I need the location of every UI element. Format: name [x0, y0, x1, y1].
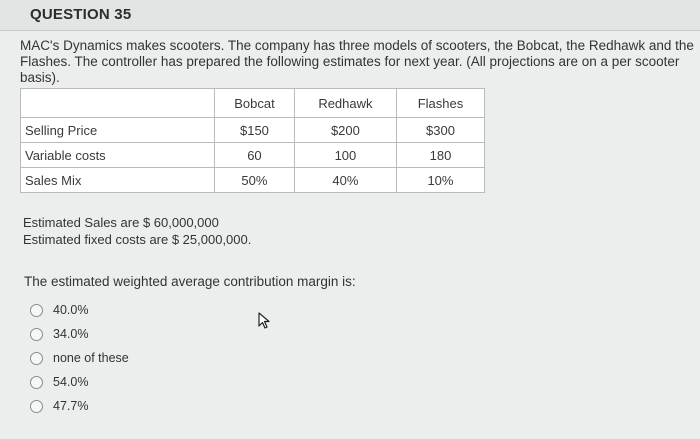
estimates-table	[20, 88, 485, 193]
table-cell: 100	[294, 143, 396, 168]
table-cell: 10%	[396, 168, 484, 193]
estimates-block	[23, 214, 251, 248]
table-header-cell: Flashes	[396, 89, 484, 118]
answer-option-label: 34.0%	[53, 327, 89, 341]
answer-option[interactable]	[30, 370, 129, 394]
table-cell: 180	[396, 143, 484, 168]
estimated-fixed-costs-text: Estimated fixed costs are $ 25,000,000.	[23, 232, 252, 247]
answer-option-label: none of these	[53, 351, 129, 365]
table-cell: 60	[215, 143, 295, 168]
mouse-cursor-icon	[258, 312, 272, 335]
table-header-cell: Redhawk	[294, 89, 396, 118]
answer-option[interactable]	[30, 394, 129, 418]
question-prompt: The estimated weighted average contribution margin is:	[24, 274, 356, 289]
table-cell: $200	[294, 118, 396, 143]
radio-button[interactable]	[30, 376, 43, 389]
radio-button[interactable]	[30, 304, 43, 317]
answer-option-label: 47.7%	[53, 399, 89, 413]
answer-option[interactable]	[30, 346, 129, 370]
answer-option-label: 54.0%	[53, 375, 89, 389]
table-header-cell: Bobcat	[215, 89, 295, 118]
answer-option-label: 40.0%	[53, 303, 89, 317]
table-cell: 50%	[215, 168, 295, 193]
row-label: Variable costs	[21, 143, 215, 168]
table-row	[21, 168, 485, 193]
answer-option[interactable]	[30, 298, 129, 322]
row-label: Selling Price	[21, 118, 215, 143]
radio-button[interactable]	[30, 400, 43, 413]
table-header-cell	[21, 89, 215, 118]
question-title: QUESTION 35	[30, 6, 132, 23]
table-header-row	[21, 89, 485, 118]
radio-button[interactable]	[30, 352, 43, 365]
row-label: Sales Mix	[21, 168, 215, 193]
table-cell: $300	[396, 118, 484, 143]
table-cell: $150	[215, 118, 295, 143]
estimated-sales-text: Estimated Sales are $ 60,000,000	[23, 215, 219, 230]
radio-button[interactable]	[30, 328, 43, 341]
table-row	[21, 118, 485, 143]
table-cell: 40%	[294, 168, 396, 193]
answer-options	[30, 298, 129, 418]
table-row	[21, 143, 485, 168]
answer-option[interactable]	[30, 322, 129, 346]
question-text: MAC's Dynamics makes scooters. The company has three models of scooters, the Bobcat, the Redhawk and the Flashes. The controller has prepared the following estimates for next year. (All projections are on a per scooter basis).	[20, 38, 694, 85]
